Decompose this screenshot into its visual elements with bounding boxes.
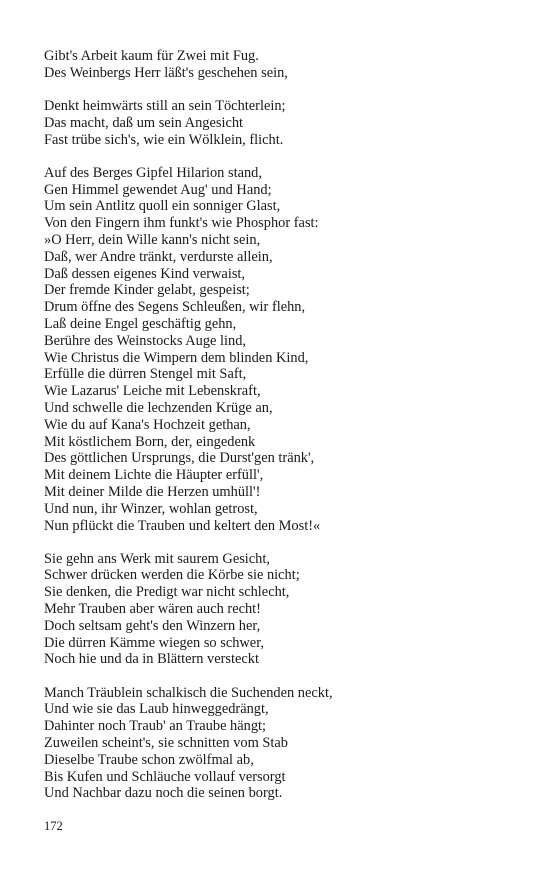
poem-body: [44, 48, 524, 819]
verse-line: Und Nachbar dazu noch die seinen borgt.: [44, 785, 283, 802]
verse-line: Noch hie und da in Blättern versteckt: [44, 651, 259, 668]
verse-line: Drum öffne des Segens Schleußen, wir flehn,: [44, 299, 306, 316]
verse-line: Auf des Berges Gipfel Hilarion stand,: [44, 164, 262, 181]
verse-line: Wie Lazarus' Leiche mit Lebenskraft,: [44, 383, 261, 400]
verse-line: Manch Träublein schalkisch die Suchenden neckt,: [44, 684, 333, 701]
verse-line: Mit deinem Lichte die Häupter erfüll',: [44, 467, 264, 484]
verse-line: Mehr Trauben aber wären auch recht!: [44, 601, 261, 618]
stanza-3: [44, 165, 524, 535]
verse-line: Nun pflückt die Trauben und keltert den Most!«: [44, 517, 321, 534]
verse-line: Fast trübe sich's, wie ein Wölklein, flicht.: [44, 131, 284, 148]
verse-line: Mit köstlichem Born, der, eingedenk: [44, 433, 256, 450]
stanza-2: [44, 98, 524, 148]
verse-line: Dieselbe Traube schon zwölfmal ab,: [44, 751, 254, 768]
verse-line: Dahinter noch Traub' an Traube hängt;: [44, 718, 267, 735]
verse-line: Und wie sie das Laub hinweggedrängt,: [44, 701, 269, 718]
verse-line: Gen Himmel gewendet Aug' und Hand;: [44, 181, 272, 198]
verse-line: Gibt's Arbeit kaum für Zwei mit Fug.: [44, 48, 259, 64]
verse-line: Sie gehn ans Werk mit saurem Gesicht,: [44, 550, 270, 567]
verse-line: Daß dessen eigenes Kind verwaist,: [44, 265, 246, 282]
verse-line: Erfülle die dürren Stengel mit Saft,: [44, 366, 247, 383]
verse-line: Doch seltsam geht's den Winzern her,: [44, 617, 261, 634]
verse-line: Der fremde Kinder gelabt, gespeist;: [44, 282, 250, 299]
verse-line: Denkt heimwärts still an sein Töchterlein;: [44, 97, 286, 114]
verse-line: Bis Kufen und Schläuche vollauf versorgt: [44, 768, 286, 785]
verse-line: Und schwelle die lechzenden Krüge an,: [44, 399, 273, 416]
verse-line: Wie du auf Kana's Hochzeit gethan,: [44, 416, 251, 433]
verse-line: Berühre des Weinstocks Auge lind,: [44, 332, 247, 349]
verse-line: Daß, wer Andre tränkt, verdurste allein,: [44, 248, 273, 265]
verse-line: Die dürren Kämme wiegen so schwer,: [44, 634, 265, 651]
verse-line: Zuweilen scheint's, sie schnitten vom Stab: [44, 735, 288, 752]
verse-line: Sie denken, die Predigt war nicht schlecht,: [44, 584, 290, 601]
verse-line: Von den Fingern ihm funkt's wie Phosphor fast:: [44, 215, 319, 232]
verse-line: Das macht, daß um sein Angesicht: [44, 114, 244, 131]
stanza-4: [44, 551, 524, 669]
verse-line: Um sein Antlitz quoll ein sonniger Glast,: [44, 198, 281, 215]
verse-line: Laß deine Engel geschäftig gehn,: [44, 315, 237, 332]
stanza-5: [44, 685, 524, 803]
verse-line: Wie Christus die Wimpern dem blinden Kind,: [44, 349, 309, 366]
verse-line: Mit deiner Milde die Herzen umhüll'!: [44, 483, 261, 500]
verse-line: Des göttlichen Ursprungs, die Durst'gen tränk',: [44, 450, 315, 467]
page-number: 172: [44, 819, 63, 833]
verse-line: »O Herr, dein Wille kann's nicht sein,: [44, 231, 261, 248]
verse-line: Und nun, ihr Winzer, wohlan getrost,: [44, 500, 258, 517]
verse-line: Schwer drücken werden die Körbe sie nicht;: [44, 567, 300, 584]
verse-line: Des Weinbergs Herr läßt's geschehen sein,: [44, 64, 288, 81]
stanza-1: [44, 48, 524, 82]
